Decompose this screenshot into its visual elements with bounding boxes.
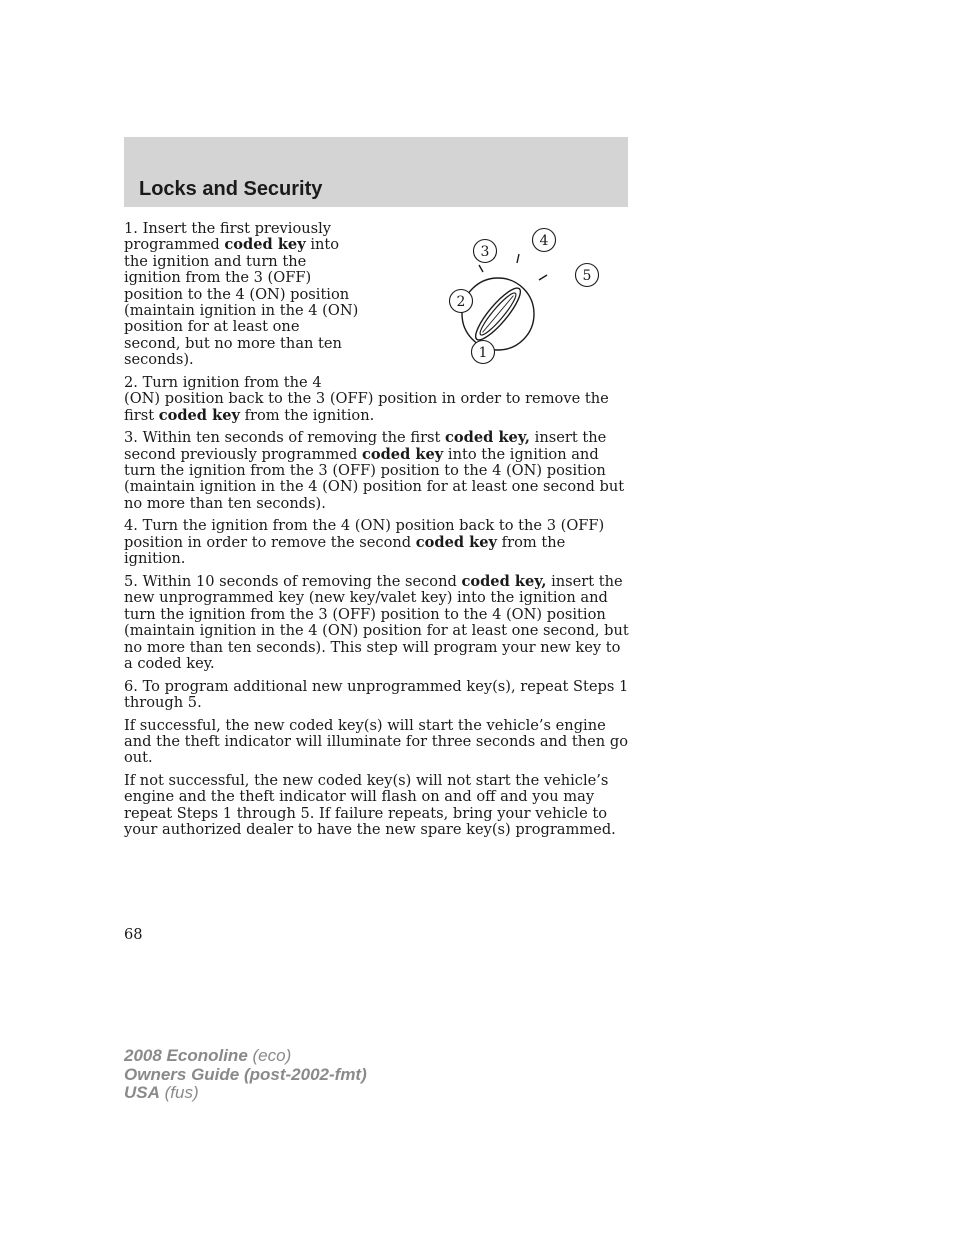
text-run: insert the second previously programmed: [124, 429, 607, 463]
footer-line-1: 2008 Econoline (eco): [124, 1046, 292, 1065]
document-footer: [124, 1047, 367, 1103]
step-paragraph: [124, 574, 630, 672]
tick-5: [539, 275, 547, 280]
footer-line-2: Owners Guide (post-2002-fmt): [124, 1064, 367, 1084]
ignition-diagram: [366, 221, 630, 385]
bold-term: coded key: [224, 236, 306, 254]
position-3-label: 3: [480, 244, 490, 260]
text-run: from the ignition.: [239, 406, 375, 424]
position-2-label: 2: [456, 294, 466, 310]
tick-3: [479, 265, 483, 272]
step-paragraph: [124, 773, 630, 839]
text-run: into the ignition and turn the ignition from the 3 (OFF) position to the 4 (ON) position (maintain ignition in the 4 (ON) position for at least one second, but no more than ten seconds).: [124, 236, 359, 369]
step-paragraph: [124, 518, 630, 567]
ignition-figure: [366, 221, 630, 385]
page-number: 68: [124, 926, 143, 943]
text-run: 3. Within ten seconds of removing the first: [124, 429, 446, 447]
text-run: 6. To program additional new unprogrammed key(s), repeat Steps 1 through 5.: [124, 677, 629, 711]
text-run: 4. Turn the ignition from the 4 (ON) position back to the 3 (OFF) position in order to remove the second: [124, 517, 605, 551]
text-run: into the ignition and turn the ignition from the 3 (OFF) position to the 4 (ON) position (maintain ignition in the 4 (ON) position for at least one second but no more than ten seconds).: [124, 445, 625, 512]
bold-term: coded key,: [445, 429, 531, 447]
section-title: Locks and Security: [139, 178, 323, 200]
bold-term: coded key: [158, 406, 240, 424]
section-header-band: [124, 137, 628, 207]
footer-line-3: USA (fus): [124, 1083, 199, 1102]
step-paragraph: [124, 718, 630, 767]
text-run: If not successful, the new coded key(s) will not start the vehicle’s engine and the theft indicator will flash on and off and you may repeat Steps 1 through 5. If failure repeats, bring your vehicle to your authorized dealer to have the new spare key(s) programmed.: [124, 771, 616, 839]
position-4-label: 4: [539, 233, 549, 249]
bold-term: coded key,: [461, 572, 547, 590]
page-content: [124, 221, 630, 845]
tick-4: [517, 254, 519, 263]
text-run: insert the new unprogrammed key (new key/valet key) into the ignition and turn the ignition from the 3 (OFF) position to the 4 (ON) position (maintain ignition in the 4 (ON) position for at least one second, but no more than ten seconds). This step will program your new key to a coded key.: [124, 572, 629, 672]
step-paragraph: [124, 430, 630, 512]
text-run: 2. Turn ignition from the 4 (ON) position back to the 3 (OFF) position in order to remove the first: [124, 373, 609, 424]
bold-term: coded key: [415, 533, 498, 551]
step-paragraph: [124, 679, 630, 712]
position-1-label: 1: [478, 345, 488, 361]
text-run: from the ignition.: [124, 533, 566, 568]
text-run: 1. Insert the first previously programmed: [124, 220, 332, 254]
position-5-label: 5: [582, 268, 592, 284]
text-run: 5. Within 10 seconds of removing the second: [124, 572, 462, 590]
text-run: If successful, the new coded key(s) will start the vehicle’s engine and the theft indicator will illuminate for three seconds and then go out.: [124, 716, 628, 767]
bold-term: coded key: [361, 445, 444, 463]
